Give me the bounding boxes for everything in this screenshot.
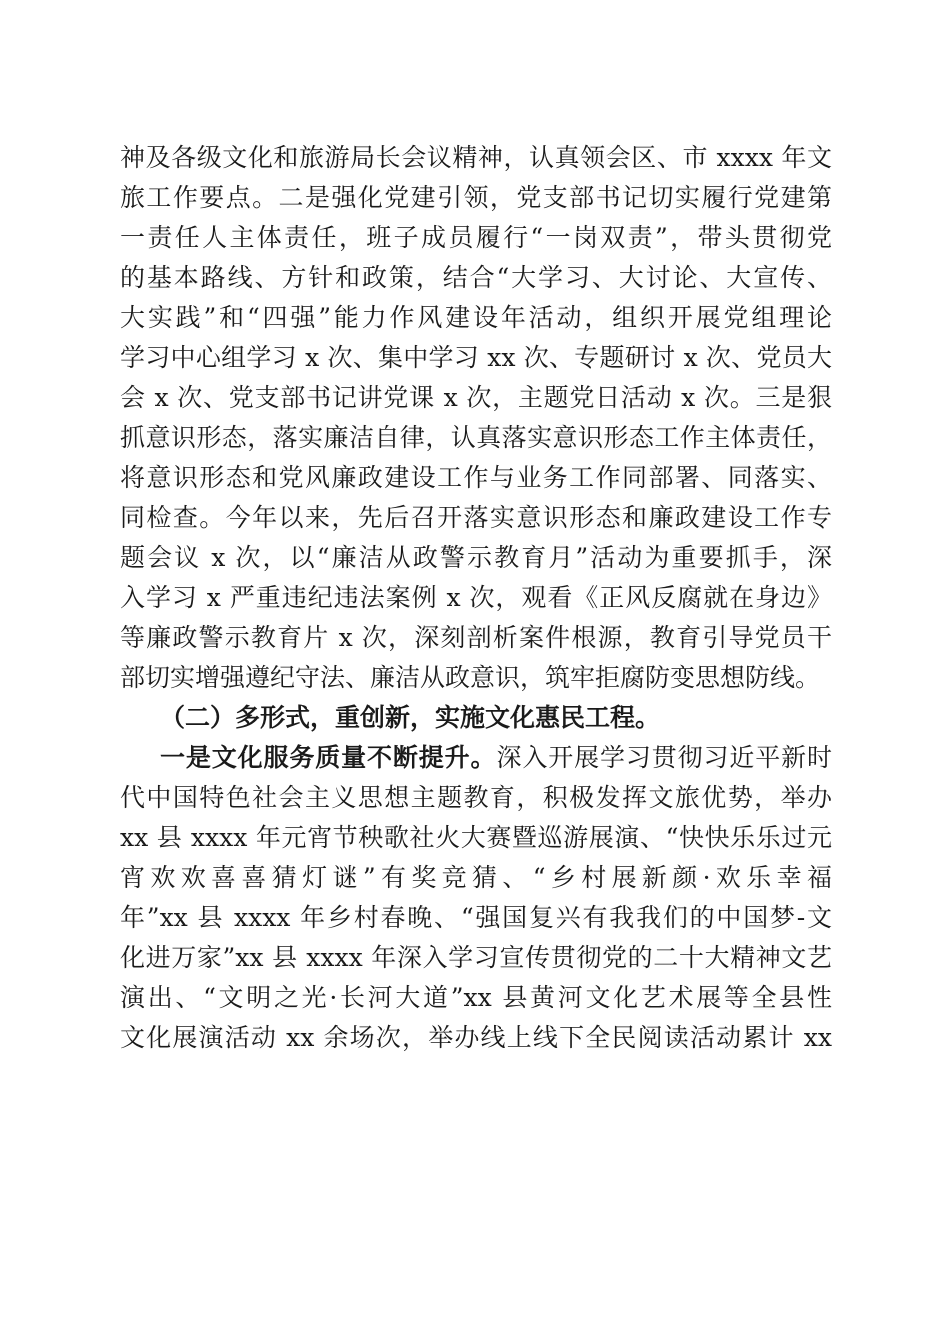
paragraph-first-rest: 深入开展学习贯彻习近平新时	[496, 743, 832, 772]
text-line: 部切实增强遵纪守法、廉洁从政意识，筑牢拒腐防变思想防线。	[120, 663, 821, 692]
text-line: 代中国特色社会主义思想主题教育，积极发挥文旅优势，举办	[120, 783, 832, 812]
document-body	[120, 138, 832, 1058]
text-line: 同检查。今年以来，先后召开落实意识形态和廉政建设工作专	[120, 503, 832, 532]
text-line: 神及各级文化和旅游局长会议精神，认真领会区、市 xxxx 年文	[120, 143, 832, 172]
text-line: 学习中心组学习 x 次、集中学习 xx 次、专题研讨 x 次、党员大	[120, 343, 832, 372]
text-line: 将意识形态和党风廉政建设工作与业务工作同部署、同落实、	[120, 463, 832, 492]
paragraph-first-line	[120, 738, 832, 778]
text-line: 入学习 x 严重违纪违法案例 x 次，观看《正风反腐就在身边》	[120, 583, 832, 612]
text-line: 文化展演活动 xx 余场次，举办线上线下全民阅读活动累计 xx	[120, 1023, 832, 1052]
paragraph-lead: 一是文化服务质量不断提升。	[160, 743, 497, 772]
text-line: xx 县 xxxx 年元宵节秧歌社火大赛暨巡游展演、“快快乐乐过元	[120, 823, 832, 852]
text-line: 大实践”和“四强”能力作风建设年活动，组织开展党组理论	[120, 303, 832, 332]
text-line: 抓意识形态，落实廉洁自律，认真落实意识形态工作主体责任，	[120, 423, 832, 452]
text-line: 的基本路线、方针和政策，结合“大学习、大讨论、大宣传、	[120, 263, 832, 292]
text-line: 年”xx 县 xxxx 年乡村春晚、“强国复兴有我我们的中国梦-文	[120, 903, 832, 932]
text-line: 会 x 次、党支部书记讲党课 x 次，主题党日活动 x 次。三是狠	[120, 383, 832, 412]
text-line: 化进万家”xx 县 xxxx 年深入学习宣传贯彻党的二十大精神文艺	[120, 943, 832, 972]
text-line: 等廉政警示教育片 x 次，深刻剖析案件根源，教育引导党员干	[120, 623, 832, 652]
text-line: 一责任人主体责任，班子成员履行“一岗双责”，带头贯彻党	[120, 223, 832, 252]
text-line: 旅工作要点。二是强化党建引领，党支部书记切实履行党建第	[120, 183, 832, 212]
text-line: 演出、“文明之光·长河大道”xx 县黄河文化艺术展等全县性	[120, 983, 832, 1012]
section-heading: （二）多形式，重创新，实施文化惠民工程。	[160, 703, 661, 732]
text-line: 宵欢欢喜喜猜灯谜”有奖竞猜、“乡村展新颜·欢乐幸福	[120, 863, 832, 892]
text-line: 题会议 x 次，以“廉洁从政警示教育月”活动为重要抓手，深	[120, 543, 832, 572]
